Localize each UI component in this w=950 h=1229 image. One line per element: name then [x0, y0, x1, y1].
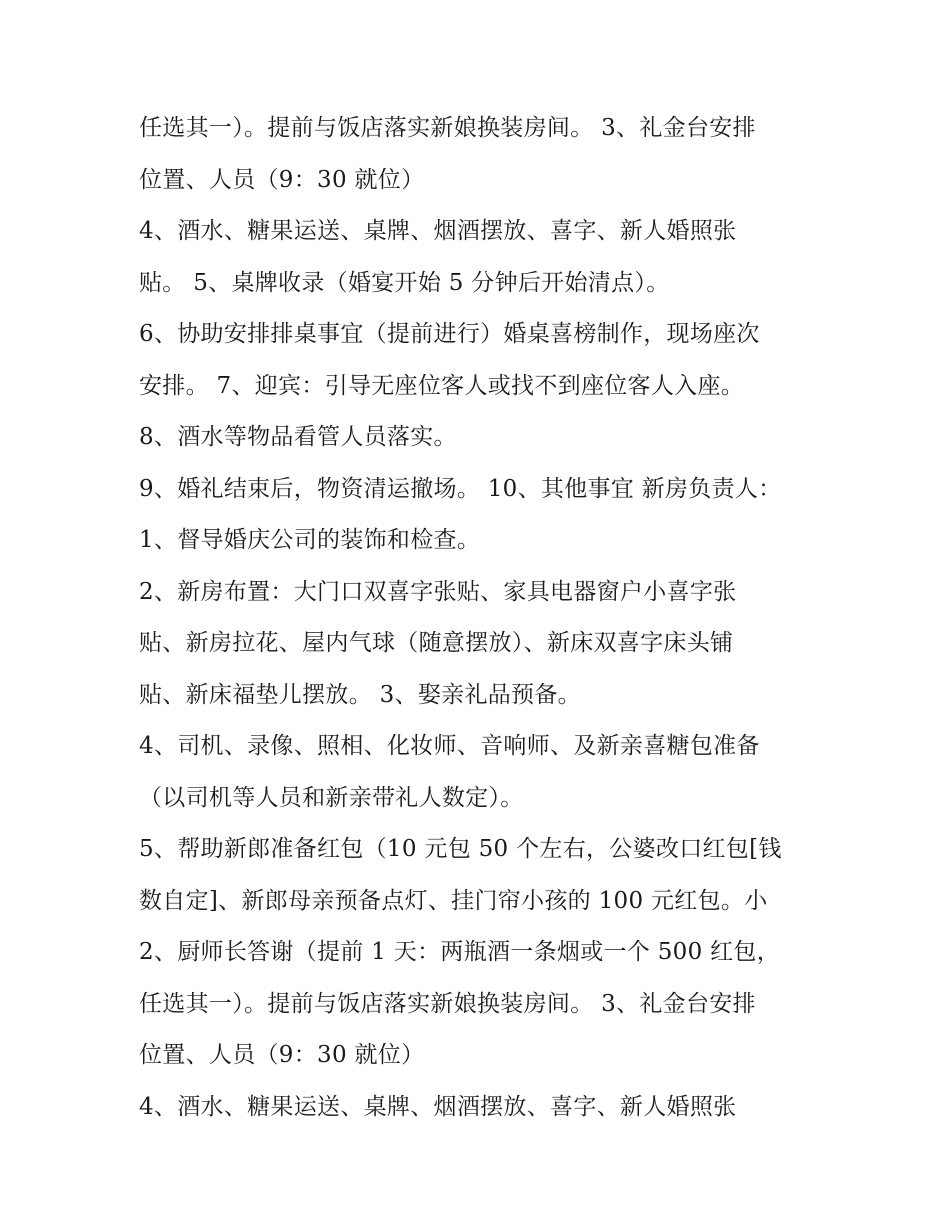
- text-line: 位置、人员（9：30 就位）: [139, 1042, 425, 1068]
- text-line: （以司机等人员和新亲带礼人数定）。: [139, 784, 524, 811]
- text-line: 任选其一）。提前与饭店落实新娘换装房间。 3、礼金台安排: [139, 990, 756, 1017]
- text-line: 4、酒水、糖果运送、桌牌、烟酒摆放、喜字、新人婚照张: [139, 218, 737, 244]
- text-line: 任选其一）。提前与饭店落实新娘换装房间。 3、礼金台安排: [139, 115, 756, 141]
- text-line: 贴。 5、桌牌收录（婚宴开始 5 分钟后开始清点）。: [139, 269, 670, 296]
- text-line: 2、新房布置：大门口双喜字张贴、家具电器窗户小喜字张: [139, 578, 737, 605]
- text-line: 4、司机、录像、照相、化妆师、音响师、及新亲喜糖包准备: [139, 733, 760, 759]
- text-line: 数自定]、新郎母亲预备点灯、挂门帘小孩的 100 元红包。小: [139, 887, 768, 914]
- text-line: 安排。 7、迎宾：引导无座位客人或找不到座位客人入座。: [139, 372, 745, 399]
- text-line: 5、帮助新郎准备红包（10 元包 50 个左右，公婆改口红包[钱: [139, 836, 782, 862]
- text-line: 4、酒水、糖果运送、桌牌、烟酒摆放、喜字、新人婚照张: [139, 1093, 737, 1120]
- text-line: 1、督导婚庆公司的装饰和检查。: [139, 527, 481, 553]
- text-line: 6、协助安排排桌事宜（提前进行）婚桌喜榜制作，现场座次: [139, 321, 760, 347]
- text-line: 位置、人员（9：30 就位）: [139, 166, 425, 193]
- text-line: 贴、新床福垫儿摆放。 3、娶亲礼品预备。: [139, 681, 581, 708]
- document-body: [139, 103, 819, 1133]
- text-line: 9、婚礼结束后，物资清运撤场。 10、其他事宜 新房负责人：: [139, 475, 782, 502]
- text-line: 贴、新房拉花、屋内气球（随意摆放）、新床双喜字床头铺: [139, 630, 734, 656]
- text-line: 8、酒水等物品看管人员落实。: [139, 424, 457, 450]
- text-line: 2、厨师长答谢（提前 1 天：两瓶酒一条烟或一个 500 红包，: [139, 939, 781, 965]
